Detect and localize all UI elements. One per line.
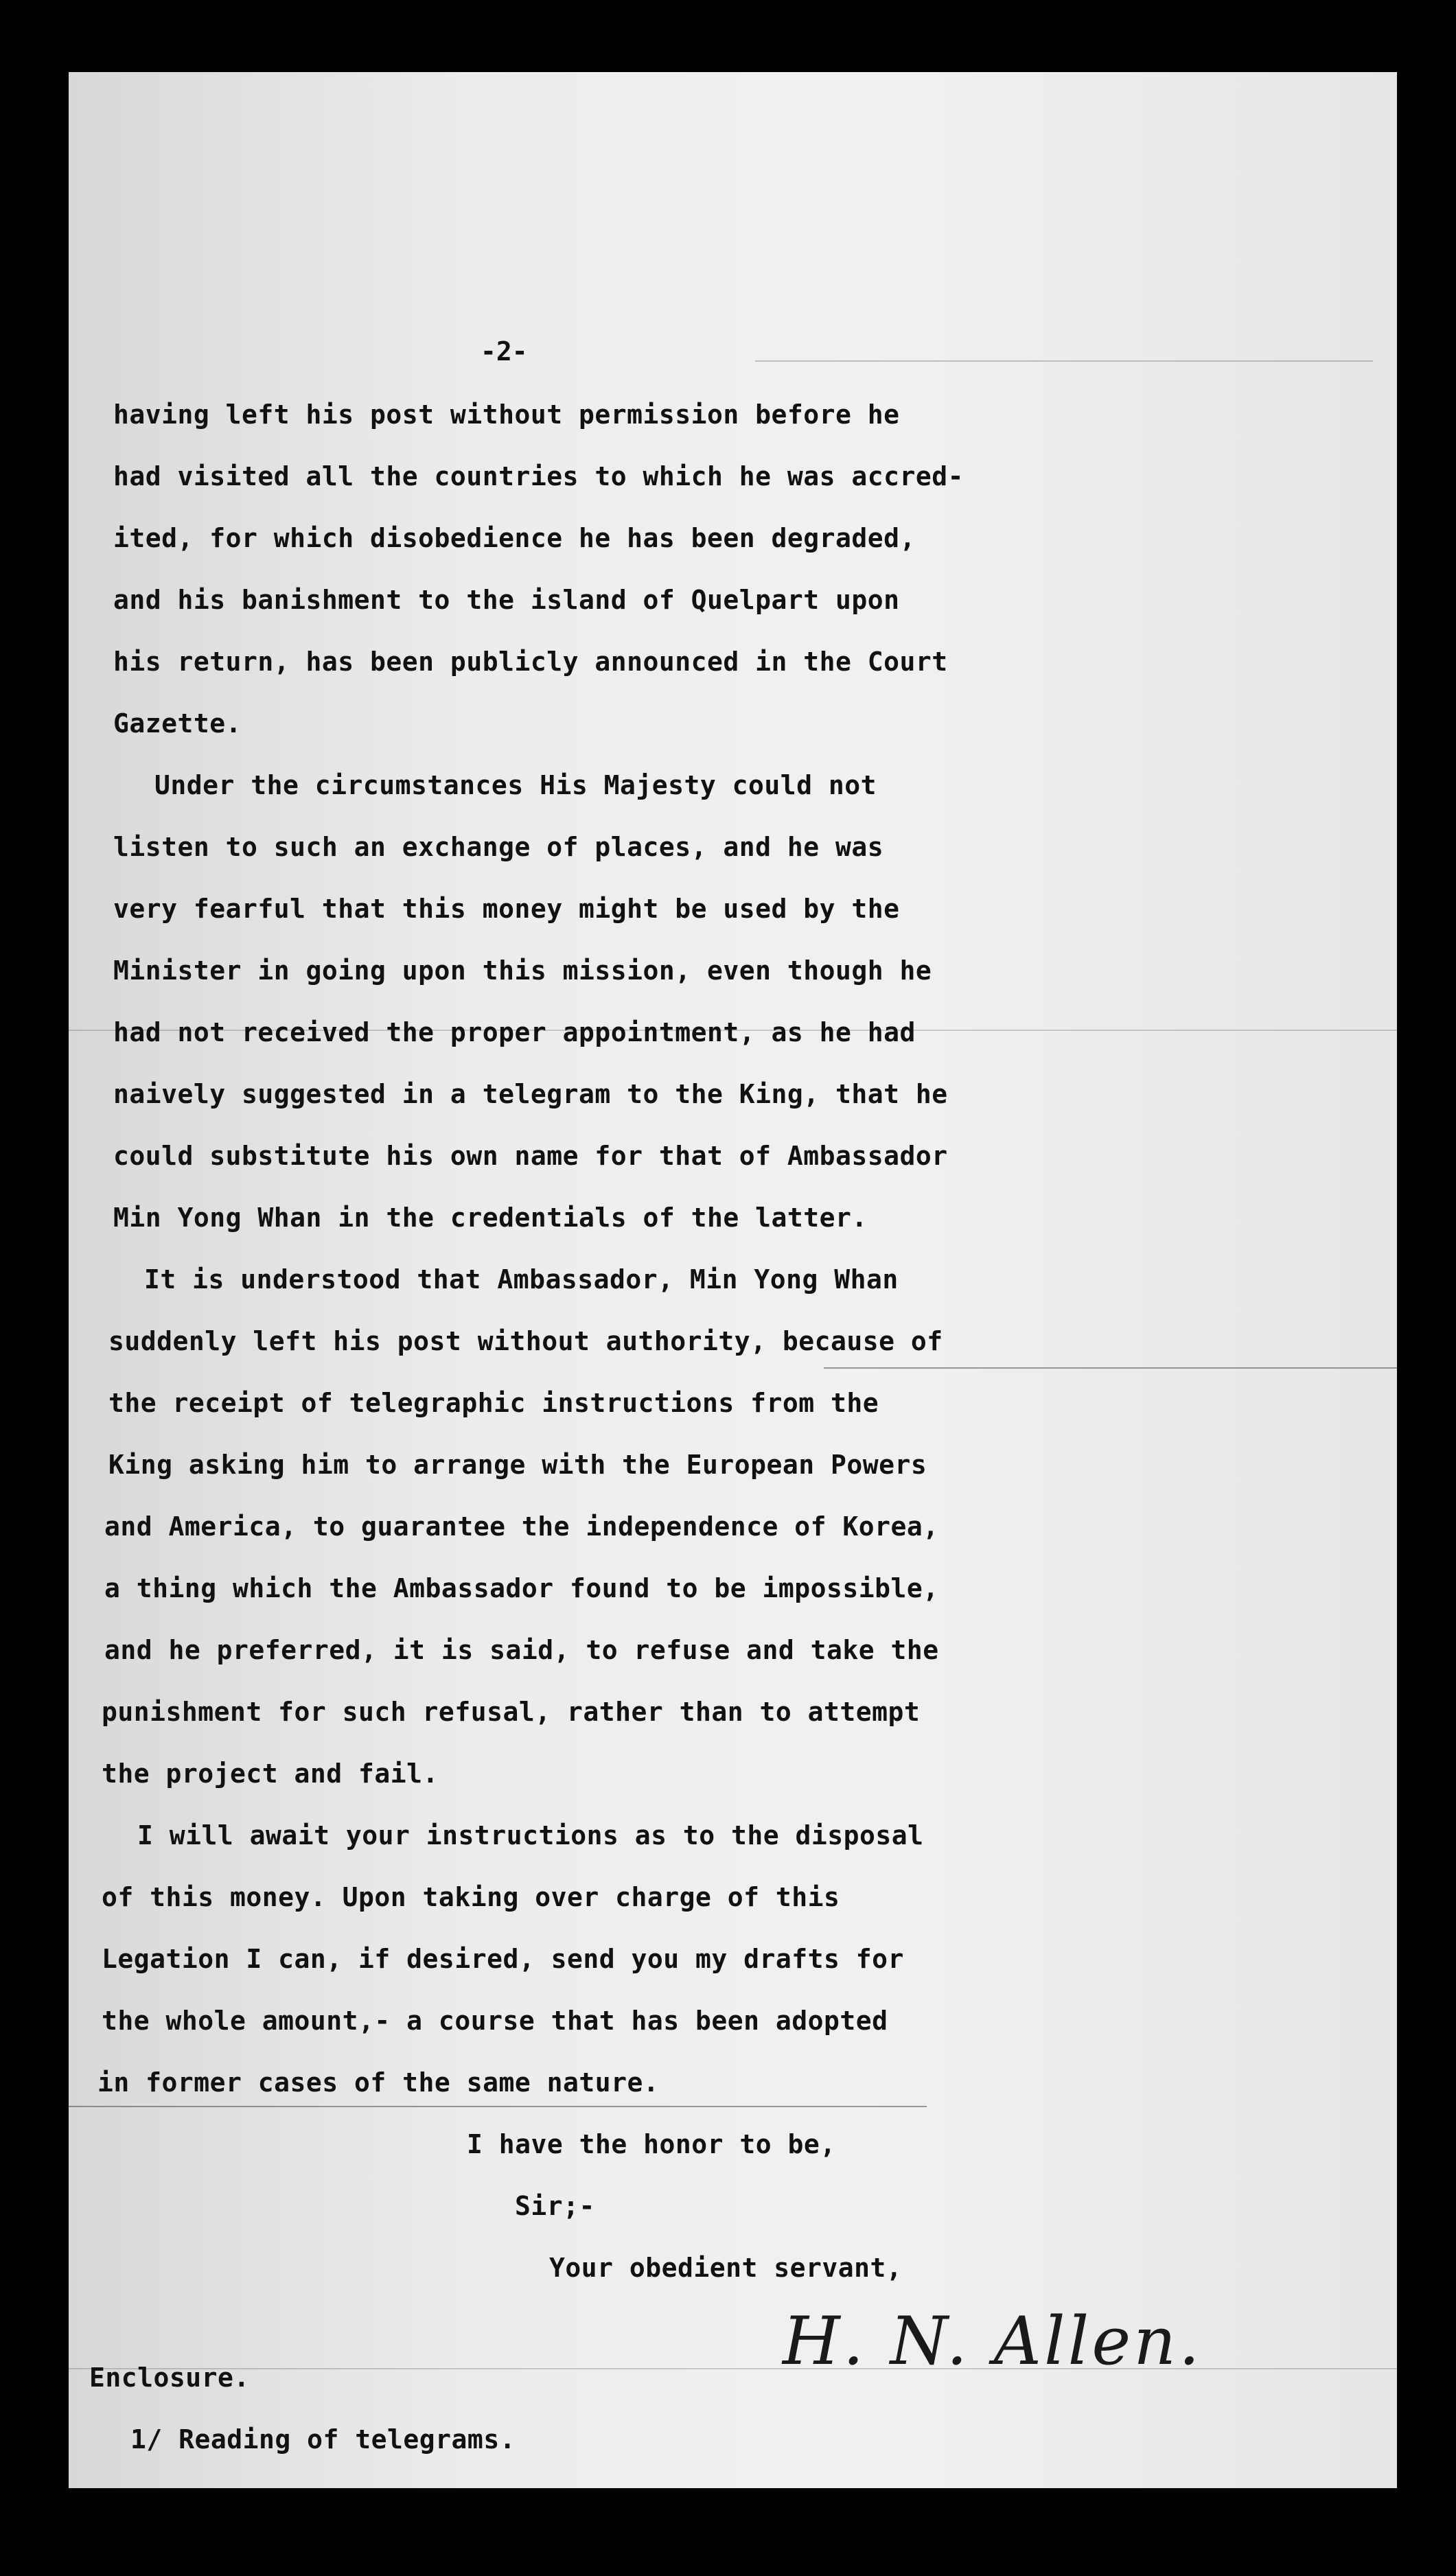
- body-line: could substitute his own name for that of Ambassador: [113, 1141, 948, 1171]
- handwritten-signature: H. N. Allen.: [783, 2303, 1203, 2380]
- body-line: of this money. Upon taking over charge of this: [102, 1882, 840, 1912]
- body-line: ited, for which disobedience he has been degraded,: [113, 523, 916, 553]
- enclosure-label: Enclosure.: [89, 2363, 250, 2393]
- body-line: the project and fail.: [102, 1759, 439, 1789]
- closing-line: I have the honor to be,: [467, 2129, 836, 2159]
- body-line: naively suggested in a telegram to the King, that he: [113, 1079, 948, 1109]
- body-line: and his banishment to the island of Quelpart upon: [113, 585, 900, 615]
- body-line: punishment for such refusal, rather than to attempt: [102, 1697, 921, 1727]
- body-line: and America, to guarantee the independence of Korea,: [104, 1511, 939, 1542]
- body-line: Legation I can, if desired, send you my drafts for: [102, 1944, 904, 1974]
- closing-line: Your obedient servant,: [549, 2253, 903, 2283]
- body-line: Minister in going upon this mission, even though he: [113, 955, 932, 986]
- body-line: the receipt of telegraphic instructions from the: [108, 1388, 879, 1418]
- body-line: had visited all the countries to which he was accred-: [113, 461, 964, 491]
- film-scratch: [824, 1367, 1397, 1369]
- body-line: the whole amount,- a course that has been adopted: [102, 2006, 888, 2036]
- body-line: had not received the proper appointment, as he had: [113, 1017, 916, 1047]
- body-line: having left his post without permission before he: [113, 399, 900, 430]
- body-line: his return, has been publicly announced in the Court: [113, 647, 948, 677]
- body-line: in former cases of the same nature.: [97, 2067, 660, 2098]
- film-scratch: [755, 360, 1373, 362]
- body-line: listen to such an exchange of places, and he was: [113, 832, 884, 862]
- body-line: very fearful that this money might be used by the: [113, 894, 900, 924]
- body-line: a thing which the Ambassador found to be impossible,: [104, 1573, 939, 1603]
- film-scratch: [69, 2106, 927, 2107]
- body-line: King asking him to arrange with the European Powers: [108, 1450, 927, 1480]
- body-line: It is understood that Ambassador, Min Yong Whan: [144, 1264, 899, 1295]
- document-page: [69, 72, 1397, 2488]
- closing-line: Sir;-: [515, 2191, 595, 2221]
- body-line: I will await your instructions as to the disposal: [137, 1820, 924, 1850]
- enclosure-item: 1/ Reading of telegrams.: [130, 2424, 516, 2455]
- body-line: Gazette.: [113, 708, 242, 739]
- body-line: and he preferred, it is said, to refuse and take the: [104, 1635, 939, 1665]
- body-line: Min Yong Whan in the credentials of the latter.: [113, 1203, 868, 1233]
- page-number: -2-: [481, 336, 528, 367]
- body-line: Under the circumstances His Majesty could not: [154, 770, 877, 800]
- body-line: suddenly left his post without authority, because of: [108, 1326, 943, 1356]
